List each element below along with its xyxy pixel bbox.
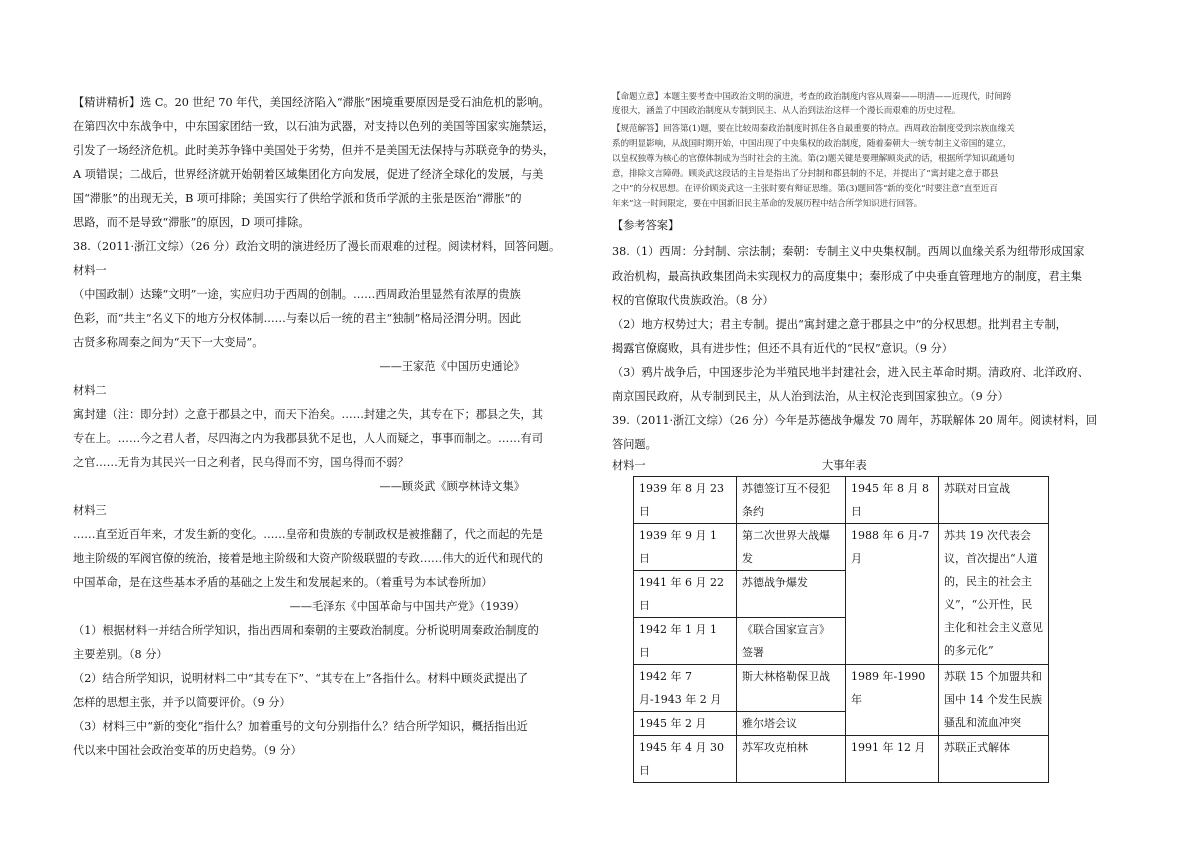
text-line: 古贤多称周秦之间为“天下一大变局”。 <box>73 336 264 349</box>
table-cell: 1945 年 4 月 30 日 <box>634 736 737 783</box>
text-line: 引发了一场经济危机。此时美苏争锋中美国处于劣势，但并不是美国无法保持与苏联竞争的势头， <box>73 144 555 157</box>
commentary-line: 意，排除文言障碍。顾炎武这段话的主旨是指出了分封制和郡县制的不足，并提出了“寓封建之意于郡县 <box>612 169 999 179</box>
table-cell: 《联合国家宣言》签署 <box>737 618 846 665</box>
text-line: 中国革命，是在这些基本矛盾的基础之上发生和发展起来的。（着重号为本试卷所加） <box>73 576 493 589</box>
commentary-line: 度很大，涵盖了中国政治制度从专制到民主、从人治到法治这样一个漫长而艰难的历史过程。 <box>612 106 961 116</box>
text-line: 地主阶级的军阀官僚的统治，接着是地主阶级和大资产阶级联盟的专政……伟大的近代和现代的 <box>73 552 543 565</box>
table-cell: 1988 年 6 月-7 月 <box>846 524 939 665</box>
material-label: 材料三 <box>73 504 107 517</box>
commentary-line: 年来”这一时间限定，要在中国新旧民主革命的发展历程中结合所学知识进行回答。 <box>612 199 923 209</box>
text-line: 揭露官僚腐败，具有进步性；但还不具有近代的“民权”意识。（9 分） <box>612 342 953 355</box>
events-table <box>633 476 1049 783</box>
text-line: 38.（1）西周：分封制、宗法制；秦朝：专制主义中央集权制。西周以血缘关系为纽带形成国家 <box>612 245 1085 258</box>
table-title: 大事年表 <box>822 459 867 472</box>
question-part: （2）结合所学知识，说明材料二中“其专在下”、“其专在上”各指什么。材料中顾炎武提出了 <box>73 672 529 685</box>
table-cell: 苏联 15 个加盟共和国中 14 个发生民族骚乱和流血冲突 <box>939 665 1049 736</box>
table-cell: 1939 年 8 月 23 日 <box>634 477 737 524</box>
text-line: 代以来中国社会政治变革的历史趋势。（9 分） <box>73 744 302 757</box>
table-cell: 斯大林格勒保卫战 <box>737 665 846 712</box>
table-cell: 苏共 19 次代表会议，首次提出“人道的，民主的社会主义”，“公开性，民主化和社会主义意见的多元化” <box>939 524 1049 665</box>
text-line: 主要差别。（8 分） <box>73 648 168 661</box>
table-cell: 1989 年-1990 年 <box>846 665 939 736</box>
text-line: （中国政制）达臻“文明”一途，实应归功于西周的创制。……西周政治里显然有浓厚的贵族 <box>73 288 521 301</box>
text-line: 【精讲精析】选 C。20 世纪 70 年代，美国经济陷入“滞胀”困境重要原因是受石油危机的影响。 <box>73 96 550 109</box>
text-line: 专在上。……今之君人者，尽四海之内为我郡县犹不足也，人人而疑之，事事而制之。……有司 <box>73 432 543 445</box>
table-cell: 1939 年 9 月 1 日 <box>634 524 737 571</box>
table-cell: 苏德签订互不侵犯条约 <box>737 477 846 524</box>
table-row <box>634 524 1049 571</box>
citation: ——顾炎武《顾亭林诗文集》 <box>379 480 525 493</box>
citation: ——王家范《中国历史通论》 <box>379 360 525 373</box>
table-cell: 1945 年 8 月 8 日 <box>846 477 939 524</box>
table-cell: 苏军攻克柏林 <box>737 736 846 783</box>
material-label: 材料二 <box>73 384 107 397</box>
table-cell: 1991 年 12 月 <box>846 736 939 783</box>
question-39-stem: 39.（2011·浙江文综）（26 分）今年是苏德战争爆发 70 周年，苏联解体 20 周年。阅读材料，回 <box>612 414 1098 427</box>
question-38-stem: 38.（2011·浙江文综）（26 分）政治文明的演进经历了漫长而艰难的过程。阅读材料，回答问题。 <box>73 240 561 253</box>
table-cell: 第二次世界大战爆发 <box>737 524 846 571</box>
table-cell: 雅尔塔会议 <box>737 712 846 736</box>
commentary-line: 【规范解答】回答第(1)题，要在比较周秦政治制度时抓住各自最重要的特点。西周政治制度受到宗族血缘关 <box>612 124 1015 134</box>
text-line: 在第四次中东战争中，中东国家团结一致，以石油为武器，对支持以色列的美国等国家实施禁运， <box>73 120 555 133</box>
table-cell: 1945 年 2 月 <box>634 712 737 736</box>
text-line: 之官……无肯为其民兴一日之利者，民乌得而不穷，国乌得而不弱？ <box>73 456 409 469</box>
text-line: A 项错误；二战后，世界经济就开始朝着区域集团化方向发展，促进了经济全球化的发展，与美 <box>73 168 544 181</box>
question-part: （1）根据材料一并结合所学知识，指出西周和秦朝的主要政治制度。分析说明周秦政治制度的 <box>73 624 539 637</box>
commentary-line: 之中”的分权思想。在评价顾炎武这一主张时要有辩证思维。第(3)题回答“新的变化”时要注意“直至近百 <box>612 184 998 194</box>
table-cell: 苏联正式解体 <box>939 736 1049 783</box>
text-line: 答问题。 <box>612 438 657 451</box>
commentary-line: 【命题立意】本题主要考查中国政治文明的演进，考查的政治制度内容从周秦——明清——近现代，时间跨 <box>612 92 1012 102</box>
material-label: 材料一 <box>73 264 107 277</box>
text-line: 南京国民政府，从专制到民主，从人治到法治，从主权沦丧到国家独立。（9 分） <box>612 390 1009 403</box>
commentary-line: 以皇权独尊为核心的官僚体制成为当时社会的主流。第(2)题关键是要理解顾炎武的话，根据所学知识疏通句 <box>612 154 1015 164</box>
table-row <box>634 736 1049 783</box>
table-row <box>634 665 1049 712</box>
commentary-line: 系的明显影响，从战国时期开始，中国出现了中央集权的政治制度，随着秦朝大一统专制主义帝国的建立， <box>612 139 1012 149</box>
text-line: 权的官僚取代贵族政治。（8 分） <box>612 294 774 307</box>
material-label: 材料一 <box>612 459 646 472</box>
text-line: ……直至近百年来，才发生新的变化。……皇帝和贵族的专制政权是被推翻了，代之而起的先是 <box>73 528 543 541</box>
table-cell: 苏德战争爆发 <box>737 571 846 618</box>
text-line: 怎样的思想主张，并予以简要评价。（9 分） <box>73 696 291 709</box>
table-cell: 苏联对日宣战 <box>939 477 1049 524</box>
table-cell: 1942 年 7 月-1943 年 2 月 <box>634 665 737 712</box>
table-cell: 1941 年 6 月 22 日 <box>634 571 737 618</box>
table-cell: 1942 年 1 月 1 日 <box>634 618 737 665</box>
table-row <box>634 477 1049 524</box>
citation: ——毛泽东《中国革命与中国共产党》（1939） <box>289 600 525 613</box>
text-line: 色彩，而“共主”名义下的地方分权体制……与秦以后一统的君主“独制”格局泾渭分明。因此 <box>73 312 522 325</box>
text-line: 政治机构，最高执政集团尚未实现权力的高度集中；秦形成了中央垂直管理地方的制度，君主集 <box>612 270 1082 283</box>
text-line: 国“滞胀”的出现无关，B 项可排除；美国实行了供给学派和货币学派的主张是医治“滞胀”的 <box>73 192 522 205</box>
text-line: 寓封建（注：即分封）之意于郡县之中，而天下治矣。……封建之失，其专在下；郡县之失，其 <box>73 408 543 421</box>
text-line: （2）地方权势过大；君主专制。提出“寓封建之意于郡县之中”的分权思想。批判君主专制， <box>612 318 1067 331</box>
answer-heading: 【参考答案】 <box>612 219 680 232</box>
question-part: （3）材料三中“新的变化”指什么？加着重号的文句分别指什么？结合所学知识，概括指出近 <box>73 720 528 733</box>
text-line: （3）鸦片战争后，中国逐步沦为半殖民地半封建社会，进入民主革命时期。清政府、北洋政府、 <box>612 366 1089 379</box>
text-line: 思路，而不是导致“滞胀”的原因，D 项可排除。 <box>73 216 310 229</box>
